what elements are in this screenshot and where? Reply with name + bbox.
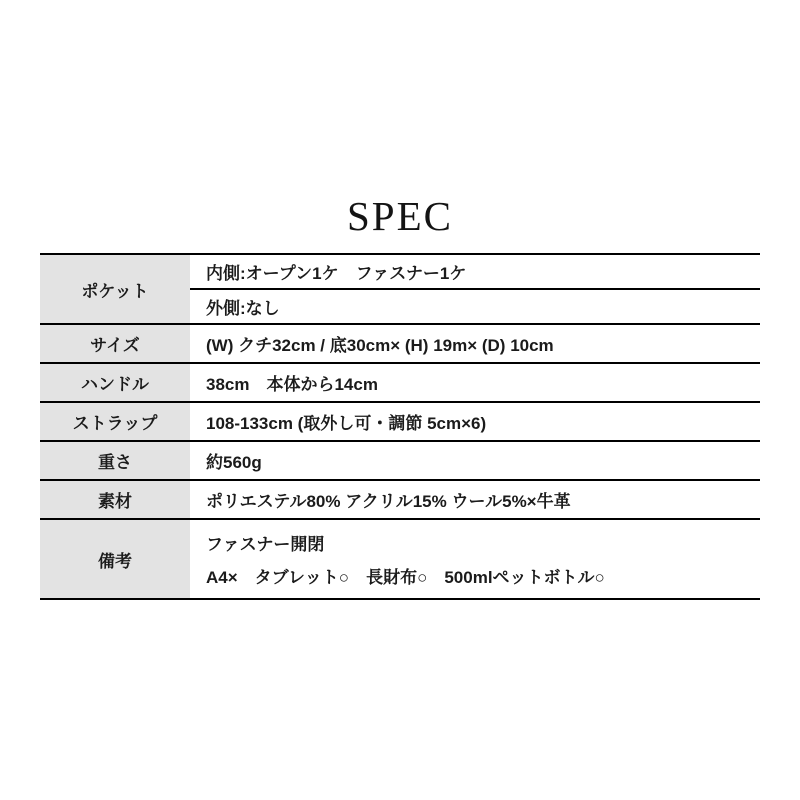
pocket-inner-value: 内側:オープン1ケ ファスナー1ケ xyxy=(190,255,760,290)
table-row-strap xyxy=(40,403,760,442)
row-label-weight: 重さ xyxy=(40,442,190,479)
row-label-notes: 備考 xyxy=(40,520,190,598)
table-row-pocket xyxy=(40,255,760,325)
table-row-handle xyxy=(40,364,760,403)
notes-line-closure: ファスナー開閉 xyxy=(206,535,325,554)
row-value-handle: 38cm 本体から14cm xyxy=(206,375,378,394)
row-value-notes xyxy=(190,520,760,598)
table-row-size xyxy=(40,325,760,364)
row-value-weight: 約560g xyxy=(206,453,262,472)
table-row-notes xyxy=(40,520,760,600)
spec-table xyxy=(40,253,760,600)
page-title: SPEC xyxy=(347,193,453,239)
table-row-weight xyxy=(40,442,760,481)
row-label-strap: ストラップ xyxy=(40,403,190,440)
pocket-outer-value: 外側:なし xyxy=(206,299,280,318)
row-label-pocket: ポケット xyxy=(40,255,190,323)
row-value-size: (W) クチ32cm / 底30cm× (H) 19m× (D) 10cm xyxy=(206,336,554,355)
row-label-size: サイズ xyxy=(40,325,190,362)
notes-line-capacity: A4× タブレット○ 長財布○ 500mlペットボトル○ xyxy=(206,568,605,587)
row-label-material: 素材 xyxy=(40,481,190,518)
row-label-handle: ハンドル xyxy=(40,364,190,401)
table-row-material xyxy=(40,481,760,520)
row-value-pocket xyxy=(190,255,760,323)
row-value-material: ポリエステル80% アクリル15% ウール5%×牛革 xyxy=(206,492,571,511)
row-value-strap: 108-133cm (取外し可・調節 5cm×6) xyxy=(206,414,487,433)
